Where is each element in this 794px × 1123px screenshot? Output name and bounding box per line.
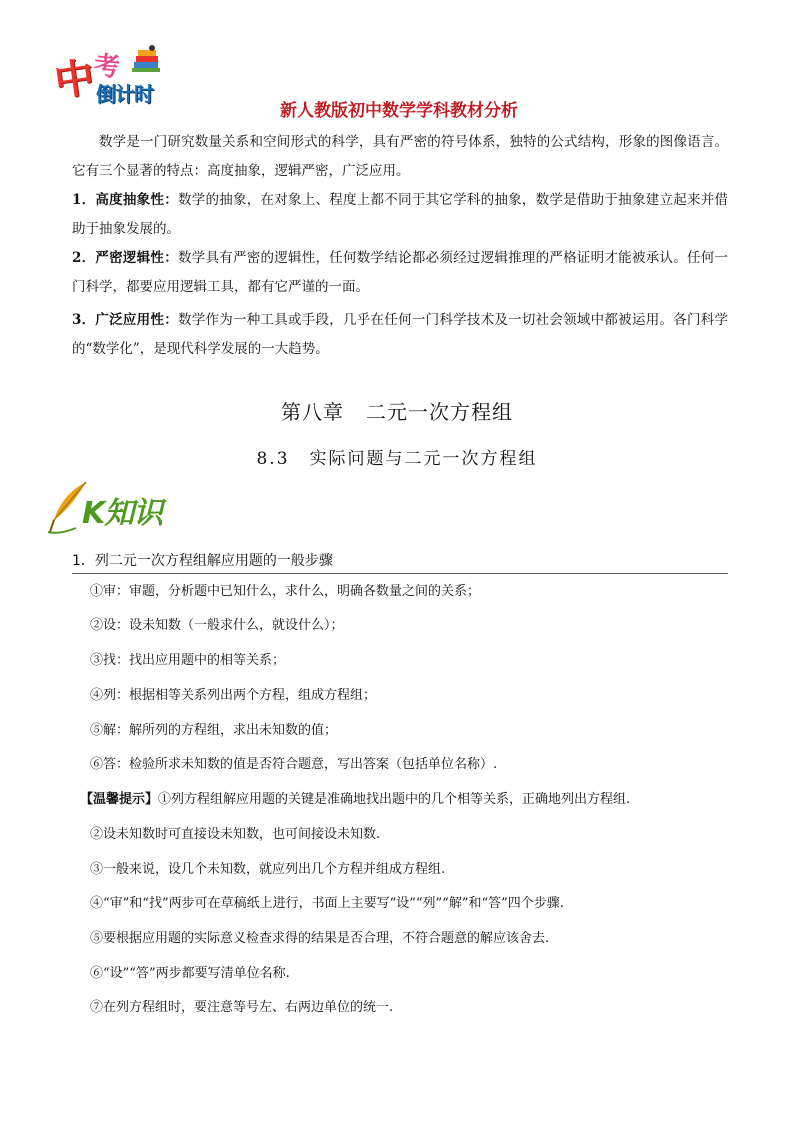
knowledge-title xyxy=(82,488,162,532)
chapter-heading xyxy=(0,396,794,425)
tip-item: ③一般来说，设几个未知数，就应列出几个方程并组成方程组. xyxy=(90,862,446,877)
page-title: 新人教版初中数学学科教材分析 xyxy=(280,101,518,121)
section-heading xyxy=(0,444,794,469)
feature-text-2: 数学具有严密的逻辑性，任何数学结论都必须经过逻辑推理的严格证明才能被承认。任何一门科学，都要应用逻辑工具，都有它严谨的一面。 xyxy=(72,250,728,295)
tip-text: ①列方程组解应用题的关键是准确地找出题中的几个相等关系，正确地列出方程组. xyxy=(158,792,631,807)
feature-label-1: 1．高度抽象性： xyxy=(72,192,178,208)
step-item: ⑥答：检验所求未知数的值是否符合题意，写出答案（包括单位名称）. xyxy=(90,757,498,772)
feature-label-2: 2．严密逻辑性： xyxy=(72,250,178,266)
section-name: 实际问题与二元一次方程组 xyxy=(309,449,538,469)
feature-text-1: 数学的抽象，在对象上、程度上都不同于其它学科的抽象，数学是借助于抽象建立起来并借助于抽象发展的。 xyxy=(72,192,728,237)
knowledge-k: K xyxy=(82,496,105,531)
feature-label-3: 3．广泛应用性： xyxy=(72,312,178,328)
knowledge-header xyxy=(46,480,186,538)
section-number: 8.3 xyxy=(256,449,290,469)
chapter-number: 第八章 xyxy=(281,400,344,424)
logo-text-daojishi: 倒计时 xyxy=(96,82,153,106)
tip-item: ②设未知数时可直接设未知数，也可间接设未知数. xyxy=(90,827,381,842)
feature-text-3: 数学作为一种工具或手段，几乎在任何一门科学技术及一切社会领域中都被运用。各门科学的“数学化”，是现代科学发展的一大趋势。 xyxy=(72,312,728,357)
tip-item-first xyxy=(80,790,720,810)
step-item: ③找：找出应用题中的相等关系； xyxy=(90,653,286,668)
tip-item: ⑦在列方程组时，要注意等号左、右两边单位的统一. xyxy=(90,1000,394,1015)
tip-item: ⑥“设”“答”两步都要写清单位名称. xyxy=(90,966,290,981)
feature-paragraph-2 xyxy=(72,244,728,302)
books-icon xyxy=(130,44,164,74)
chapter-name: 二元一次方程组 xyxy=(366,400,513,424)
steps-heading: 1．列二元一次方程组解应用题的一般步骤 xyxy=(72,550,728,574)
intro-paragraph: 数学是一门研究数量关系和空间形式的科学，具有严密的符号体系，独特的公式结构，形象的图像语言。它有三个显著的特点：高度抽象，逻辑严密，广泛应用。 xyxy=(72,134,728,179)
feature-paragraph-3 xyxy=(72,306,728,364)
knowledge-text: 知识 xyxy=(104,496,163,531)
tip-item: ⑤要根据应用题的实际意义检查求得的结果是否合理，不符合题意的解应该舍去. xyxy=(90,931,550,946)
step-item: ⑤解：解所列的方程组，求出未知数的值； xyxy=(90,723,338,738)
logo-char-zhong: 中 xyxy=(51,54,98,106)
logo-char-kao: 考 xyxy=(92,50,122,84)
tip-item: ④“审”和“找”两步可在草稿纸上进行，书面上主要写“设”“列”“解”和“答”四个步骤. xyxy=(90,896,564,911)
step-item: ①审：审题，分析题中已知什么，求什么，明确各数量之间的关系； xyxy=(90,584,481,599)
tips-label: 【温馨提示】 xyxy=(80,792,159,807)
step-item: ②设：设未知数（一般求什么，就设什么）； xyxy=(90,618,344,633)
feature-paragraph-1 xyxy=(72,186,728,244)
step-item: ④列：根据相等关系列出两个方程，组成方程组； xyxy=(90,688,377,703)
